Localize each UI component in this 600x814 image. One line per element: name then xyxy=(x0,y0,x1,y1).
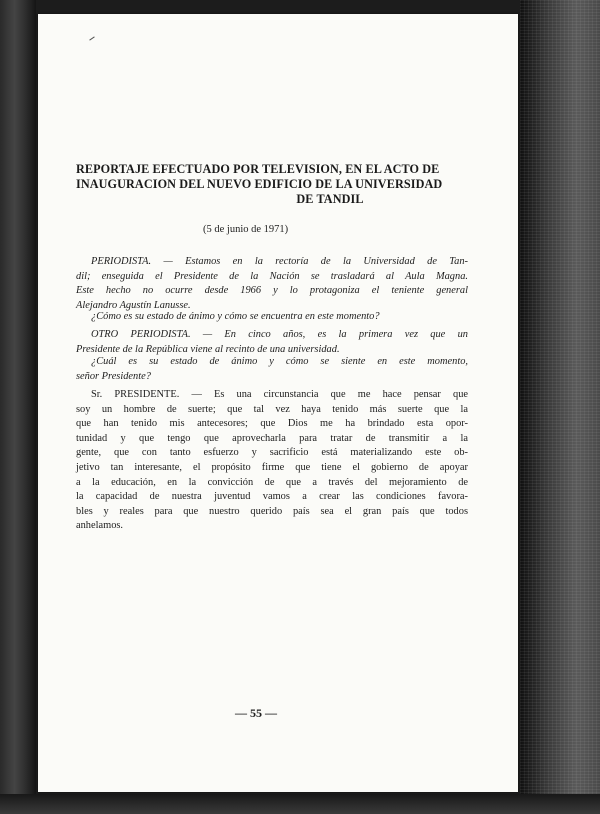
paragraph-question-1 xyxy=(76,310,468,325)
paragraph-presidente xyxy=(76,388,468,534)
page-number: — 55 — xyxy=(235,706,277,720)
stray-pen-mark xyxy=(89,36,94,40)
paragraph-periodista xyxy=(76,255,468,313)
scan-border-bottom xyxy=(0,794,600,814)
text-line: la capacidad de nuestra juventud vamos a crear las condiciones favora- xyxy=(76,491,468,503)
text-line: que han tenido mis antecesores; que Dios me ha brindado esta opor- xyxy=(76,418,468,430)
text-line: gente, que con tanto esfuerzo y sacrificio está materializando este ob- xyxy=(76,447,468,459)
title-line: REPORTAJE EFECTUADO POR TELEVISION, EN EL ACTO DE xyxy=(76,162,440,176)
scan-border-right xyxy=(520,0,600,814)
text-line: a la educación, en la convicción de que a través del mejoramiento de xyxy=(76,476,468,488)
text-line: señor Presidente? xyxy=(76,370,151,382)
title-line: DE TANDIL xyxy=(296,192,364,206)
text-line: ¿Cómo es su estado de ánimo y cómo se encuentra en este momento? xyxy=(91,311,380,322)
paragraph-question-2 xyxy=(76,355,468,384)
paragraph-otro-periodista xyxy=(76,328,468,357)
text-line: jetivo tan interesante, el propósito firme que tiene el gobierno de apoyar xyxy=(76,461,468,473)
document-title xyxy=(76,162,443,207)
title-line: INAUGURACION DEL NUEVO EDIFICIO DE LA UNIVERSIDAD xyxy=(76,177,443,191)
text-line: PERIODISTA. — Estamos en la rectoría de la Universidad de Tan- xyxy=(91,256,468,267)
text-line: Presidente de la República viene al recinto de una universidad. xyxy=(76,343,340,355)
scan-border-left xyxy=(0,0,36,814)
text-line: Alejandro Agustín Lanusse. xyxy=(76,299,191,311)
text-line: bles y reales para que nuestro querido país sea el gran país que todos xyxy=(76,505,468,517)
text-line: Este hecho no ocurre desde 1966 y lo protagoniza el teniente general xyxy=(76,285,468,297)
text-line: OTRO PERIODISTA. — En cinco años, es la primera vez que un xyxy=(91,329,468,340)
document-date: (5 de junio de 1971) xyxy=(203,224,289,235)
text-line: ¿Cuál es su estado de ánimo y cómo se siente en este momento, xyxy=(91,356,468,367)
text-line: Sr. PRESIDENTE. — Es una circunstancia que me hace pensar que xyxy=(91,389,468,400)
text-line: dil; enseguida el Presidente de la Nación se trasladará al Aula Magna. xyxy=(76,270,468,282)
text-line: anhelamos. xyxy=(76,520,124,532)
document-page xyxy=(38,14,518,792)
text-line: tunidad y que tengo que aprovecharla para tratar de transmitir a la xyxy=(76,432,468,444)
text-line: soy un hombre de suerte; que tal vez haya tenido más suerte que la xyxy=(76,403,468,415)
